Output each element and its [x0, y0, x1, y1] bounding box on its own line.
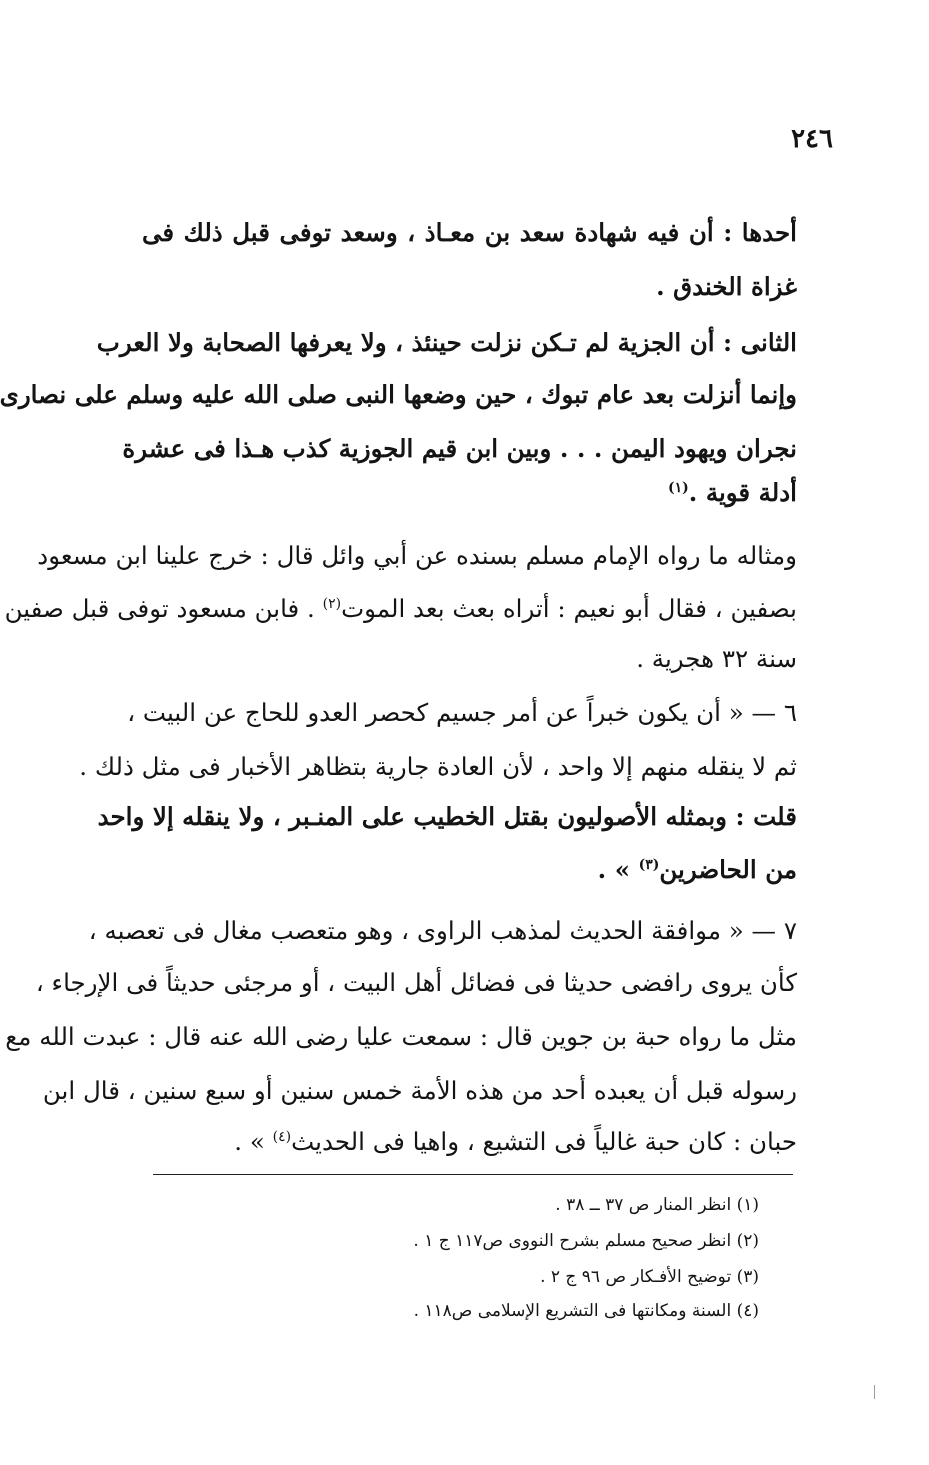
line-text: غزاة الخندق .: [656, 272, 797, 301]
text-line: [142, 468, 797, 518]
line-text: كأن يروى رافضى حديثا فى فضائل أهل البيت ، أو مرجئى حديثاً فى الإرجاء ،: [35, 968, 797, 997]
footnote: (١) انظر المنار ص ٣٧ ــ ٣٨ .: [555, 1195, 759, 1215]
footnote: (٣) توضيح الأفـكار ص ٩٦ ج ٢ .: [540, 1267, 759, 1287]
text-line: [79, 742, 797, 792]
text-line: [142, 208, 797, 258]
footnote-marker[interactable]: (١): [667, 479, 689, 496]
footnote-separator: [153, 1174, 793, 1175]
line-text: بصفين ، فقال أبو نعيم : أتراه بعث بعد الموت: [341, 594, 797, 623]
text-line: [127, 688, 797, 738]
footnote-marker[interactable]: (٤): [272, 1128, 292, 1145]
line-text: ٧ — « موافقة الحديث لمذهب الراوى ، وهو متعصب مغال فى تعصبه ،: [88, 916, 797, 945]
text-line: [42, 1066, 797, 1116]
text-line: [142, 1117, 797, 1167]
footnote: (٢) انظر صحيح مسلم بشرح النووى ص١١٧ ج ١ .: [413, 1231, 759, 1251]
footnote-marker[interactable]: (٣): [638, 856, 660, 873]
line-text: ٦ — « أن يكون خبراً عن أمر جسيم كحصر العدو للحاج عن البيت ،: [127, 698, 797, 727]
text-line: [5, 1012, 797, 1062]
footnote: (٤) السنة ومكانتها فى التشريع الإسلامى ص١١٨ .: [413, 1301, 759, 1321]
line-text: أحدها : أن فيه شهادة سعد بن معـاذ ، وسعد توفى قبل ذلك فى: [142, 218, 797, 247]
text-line: [122, 424, 797, 474]
line-text: سنة ٣٢ هجرية .: [636, 644, 797, 673]
text-line: [37, 531, 797, 581]
line-text: الثانى : أن الجزية لم تـكن نزلت حينئذ ، ولا يعرفها الصحابة ولا العرب: [96, 328, 797, 357]
line-text: وإنما أنزلت بعد عام تبوك ، حين وضعها النبى صلى الله عليه وسلم على نصارى: [0, 380, 797, 409]
line-text-continued: » .: [597, 855, 639, 884]
text-line: [96, 318, 797, 368]
line-text: مثل ما رواه حبة بن جوين قال : سمعت عليا رضى الله عنه قال : عبدت الله مع: [5, 1022, 797, 1051]
footnote-marker[interactable]: (٢): [322, 595, 342, 612]
text-line: [97, 792, 797, 842]
line-text: أدلة قوية .: [688, 478, 797, 507]
line-text-continued: . فابن مسعود توفى قبل صفين: [4, 594, 323, 623]
text-line: [4, 584, 797, 634]
line-text-continued: » .: [234, 1127, 273, 1156]
page-number: ٢٤٦: [791, 124, 833, 154]
line-text: رسوله قبل أن يعبده أحد من هذه الأمة خمس سنين أو سبع سنين ، قال ابن: [42, 1076, 797, 1105]
line-text: حبان : كان حبة غالياً فى التشيع ، واهيا فى الحديث: [291, 1127, 797, 1156]
text-line: [142, 634, 797, 684]
text-line: [35, 958, 797, 1008]
line-text: ومثاله ما رواه الإمام مسلم بسنده عن أبي وائل قال : خرج علينا ابن مسعود: [37, 541, 797, 570]
text-line: [0, 370, 797, 420]
line-text: ثم لا ينقله منهم إلا واحد ، لأن العادة جارية بتظاهر الأخبار فى مثل ذلك .: [79, 752, 797, 781]
text-line: [88, 906, 797, 956]
text-line: [142, 845, 797, 895]
line-text: قلت : وبمثله الأصوليون بقتل الخطيب على المنـبر ، ولا ينقله إلا واحد: [97, 802, 797, 831]
line-text: نجران ويهود اليمن . . . وبين ابن قيم الجوزية كذب هـذا فى عشرة: [122, 434, 797, 463]
scan-mark: [874, 1385, 875, 1399]
text-line: [142, 262, 797, 312]
line-text: من الحاضرين: [659, 855, 797, 884]
